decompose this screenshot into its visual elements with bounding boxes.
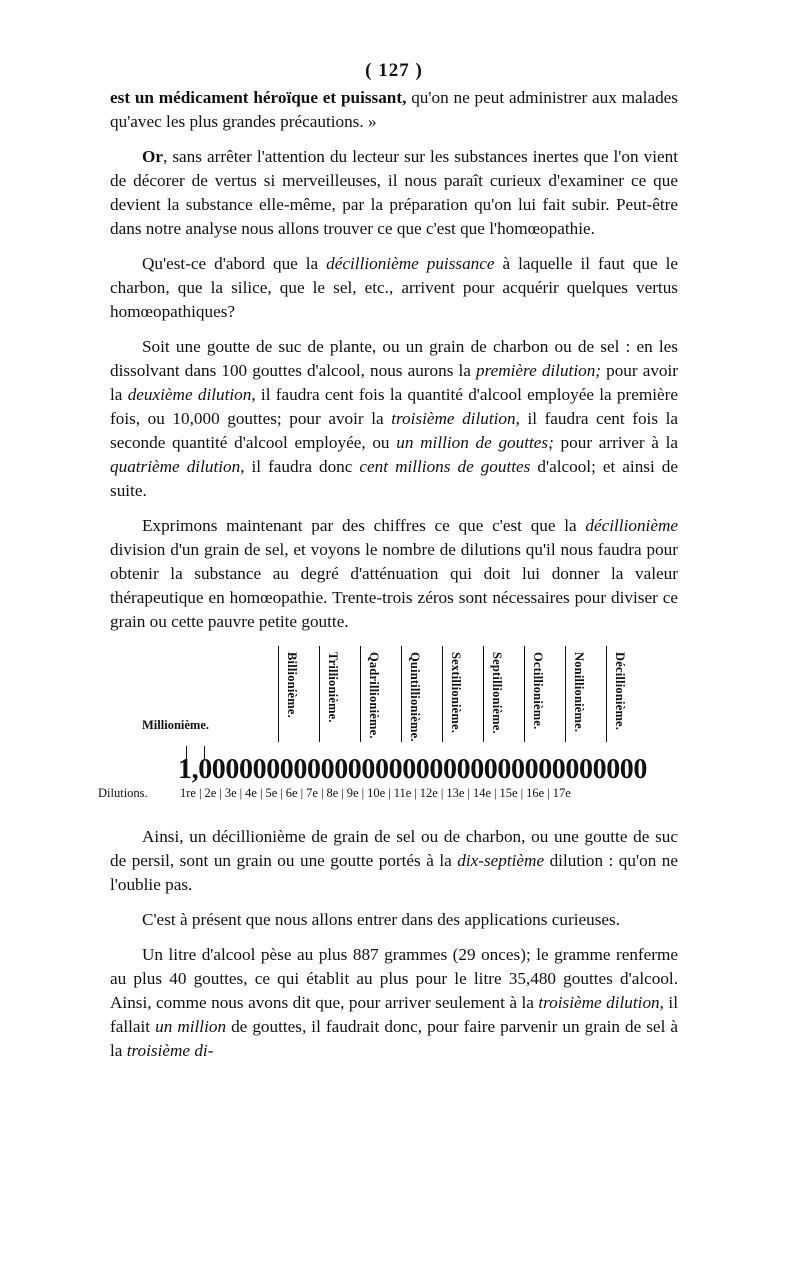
column-rule (524, 646, 525, 742)
column-rule (565, 646, 566, 742)
dilution-item: 11e (393, 786, 412, 800)
millionieme-label: Millionième. (142, 718, 209, 732)
separator: | (361, 786, 365, 800)
dilution-item: 7e (306, 786, 318, 800)
separator: | (259, 786, 263, 800)
separator: | (467, 786, 470, 800)
vertical-label: Nonillionième. (572, 652, 586, 733)
paragraph-4 (110, 335, 678, 503)
para4-em-4: un million de gouttes; (396, 433, 554, 452)
dilution-item: 16e (526, 786, 545, 800)
paragraph-5 (110, 514, 678, 634)
separator: | (520, 786, 524, 800)
vertical-label: Billionième. (285, 652, 299, 718)
dilution-item: 13e (446, 786, 465, 800)
para4-text-e: pour arriver à la (553, 433, 679, 452)
para4-text-f: , il faudra donc (240, 457, 360, 476)
para5-text-a: Exprimons maintenant par des chiffres ce que c'est que la (142, 516, 586, 535)
dilution-item: 5e (265, 786, 278, 800)
separator: | (198, 786, 202, 800)
dilution-item: 10e (367, 786, 386, 800)
separator: | (341, 786, 344, 800)
paragraph-1 (110, 86, 678, 134)
para5-em-1: décillionième (585, 516, 678, 535)
column-rule (442, 646, 443, 742)
para4-em-2: deuxième dilution (127, 385, 252, 404)
dilution-item: 4e (245, 786, 257, 800)
vertical-label: Septillionième. (490, 652, 504, 734)
separator: | (494, 786, 497, 800)
separator: | (320, 786, 324, 800)
paragraph-6 (110, 825, 678, 897)
paragraph-8 (110, 943, 678, 1063)
dilution-item: 6e (285, 786, 298, 800)
para8-em-1: troisième dilution (538, 993, 660, 1012)
para8-text-a: Un litre d'alcool pèse au plus 887 grammes (29 onces); le gramme renferme au plus 40 gouttes, ce qui établit au plus pour le litre 35,480 gouttes d'alcool. Ainsi, comme nous avons dit que, pour arriver seulement à la (110, 945, 678, 1012)
separator: | (414, 786, 417, 800)
para5-text-b: division d'un grain de sel, et voyons le nombre de dilutions qu'il nous faudra pour obtenir la substance au degré d'atténuation qui doit lui donner la valeur thérapeutique en homœopathie. Trente-trois zéros sont nécessaires pour diviser ce grain ou cette pauvre petite goutte. (110, 540, 678, 631)
dilution-diagram (98, 642, 678, 814)
separator: | (440, 786, 444, 800)
page-number: ( 127 ) (365, 60, 423, 81)
dilutions-row (180, 786, 571, 801)
dilution-item: 8e (326, 786, 339, 800)
decillion-number: 1,000000000000000000000000000000000 (178, 754, 648, 785)
para4-em-1: première dilution; (475, 361, 602, 380)
dilution-item: 2e (204, 786, 217, 800)
dilutions-label: Dilutions. (98, 786, 148, 800)
book-page (98, 60, 679, 1063)
para6-em-1: dix-septième (457, 851, 545, 870)
paragraph-7 (110, 908, 678, 932)
para3-text-a: Qu'est-ce d'abord que la (142, 254, 327, 273)
para1-text: qu'on ne peut administrer aux malades qu'avec les plus grandes précautions. » (110, 88, 678, 131)
para2-lead: Or (142, 147, 163, 166)
vertical-label: Sextillionième. (449, 652, 463, 734)
para6-text-a: Ainsi, un décillionième de grain de sel ou de charbon, ou une goutte de suc de persil, sont un grain ou une goutte portés à la (110, 827, 678, 870)
para4-text-g: d'alcool; et ainsi de suite. (110, 457, 678, 500)
dilution-item: 14e (472, 786, 492, 800)
vertical-label: Trillionième. (326, 652, 340, 723)
para7-text: C'est à présent que nous allons entrer dans des applications curieuses. (142, 910, 621, 929)
vertical-label: Décillionième. (613, 652, 627, 731)
para4-text-d: , il faudra cent fois la seconde quantité d'alcool employée, ou (110, 409, 678, 452)
para8-text-b: , il fallait (110, 993, 678, 1036)
para4-em-5: quatrième dilution (110, 457, 241, 476)
dilution-item: 3e (224, 786, 237, 800)
column-rule (483, 646, 484, 742)
vertical-label: Octillionième. (531, 652, 545, 730)
para1-bold-text: est un médicament héroïque et puissant, (110, 88, 407, 107)
para6-text-b: dilution : qu'on ne l'oublie pas. (110, 851, 678, 894)
separator: | (547, 786, 550, 800)
vertical-label: Quintillionième. (408, 652, 422, 742)
para4-text-c: , il faudra cent fois la quantité d'alcool employée la première fois, ou 10,000 gouttes; pour avoir la (110, 385, 679, 428)
separator: | (219, 786, 222, 800)
para4-em-6: cent millions de gouttes (359, 457, 531, 476)
dilution-item: 12e (419, 786, 438, 800)
para4-text-a: Soit une goutte de suc de plante, ou un grain de charbon ou de sel : en les dissolvant dans 100 gouttes d'alcool, nous aurons la (110, 337, 678, 380)
separator: | (388, 786, 391, 800)
para4-em-3: troisième dilution (391, 409, 516, 428)
paragraph-2 (110, 145, 678, 241)
separator: | (239, 786, 243, 800)
separator: | (280, 786, 283, 800)
dilution-item: 17e (552, 786, 571, 800)
para8-em-2: un million (155, 1017, 227, 1036)
para8-text-c: de gouttes, il faudrait donc, pour faire parvenir un grain de sel à la (110, 1017, 678, 1060)
column-rule (606, 646, 607, 742)
para2-text: , sans arrêter l'attention du lecteur sur les substances inertes que l'on vient de décorer de vertus si merveilleuses, il nous paraît curieux d'examiner ce que devient la substance elle-même, par la préparation qu'on lui fait subir. Peut-être dans notre analyse nous allons trouver ce que c'est que l'homœopathie. (110, 147, 678, 238)
para4-text-b: pour avoir la (110, 361, 679, 404)
paragraph-3 (110, 252, 678, 324)
dilution-item: 1re (180, 786, 196, 800)
dilution-item: 15e (499, 786, 518, 800)
column-rule (278, 646, 279, 742)
para3-text-b: à laquelle il faut que le charbon, que la silice, que le sel, etc., arrivent pour acquérir quelques vertus homœopathiques? (110, 254, 678, 321)
column-rule (319, 646, 320, 742)
para8-em-3: troisième di- (126, 1041, 214, 1060)
para3-emphasis: décillionième puissance (326, 254, 495, 273)
column-rule (360, 646, 361, 742)
column-rule (401, 646, 402, 742)
separator: | (300, 786, 304, 800)
dilution-item: 9e (346, 786, 359, 800)
vertical-label: Qadrillionième. (367, 652, 381, 739)
